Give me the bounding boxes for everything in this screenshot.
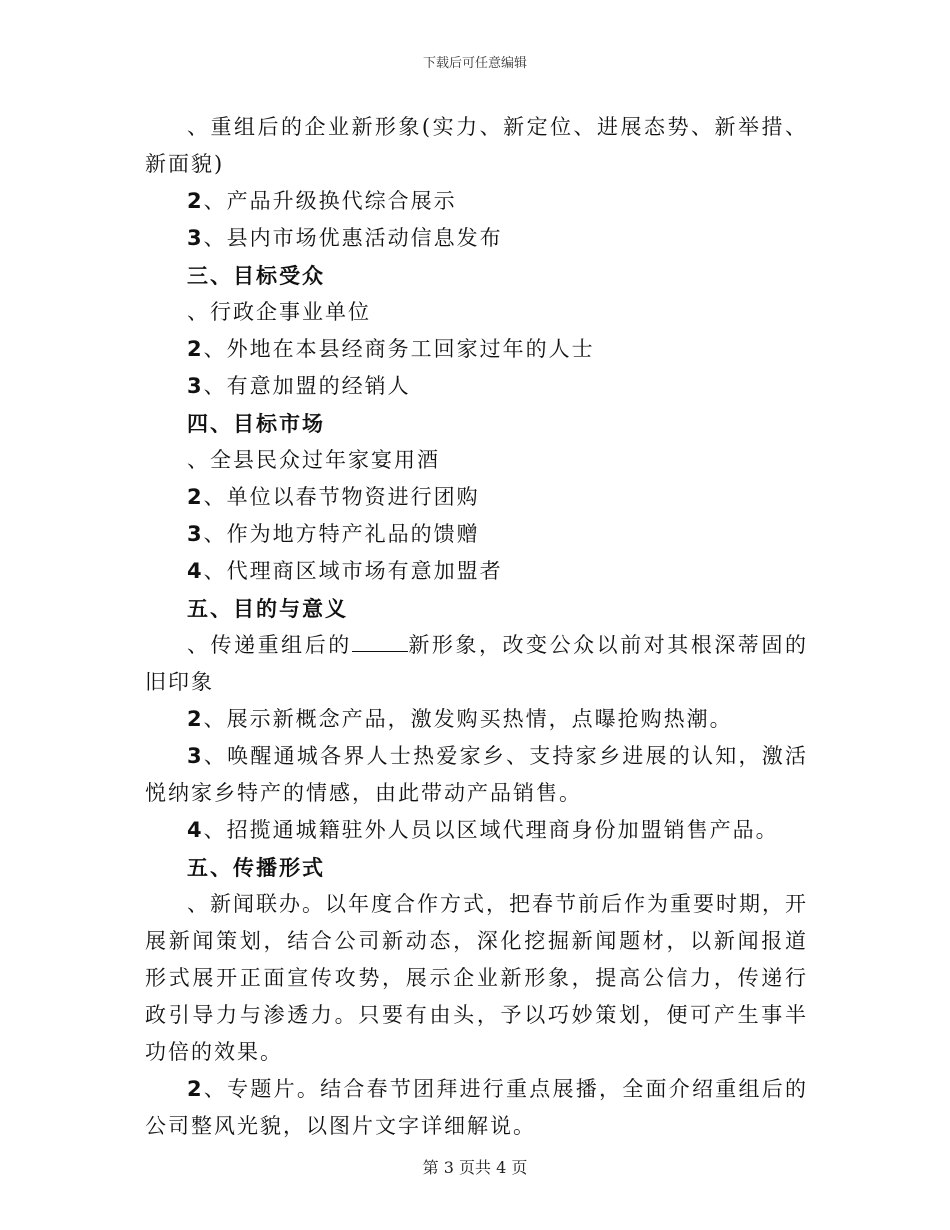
paragraph: [145, 738, 808, 812]
page-header: 下载后可任意编辑: [422, 56, 527, 71]
list-number: 3: [187, 522, 204, 546]
page-footer: 第 3 页共 4 页: [422, 1158, 528, 1177]
paragraph: [145, 627, 808, 701]
document-body: [145, 109, 808, 1145]
section-heading: [145, 590, 808, 627]
list-number: 2: [187, 189, 204, 213]
paragraph: [145, 109, 808, 183]
paragraph: [145, 220, 808, 257]
list-number: 3: [187, 226, 204, 250]
paragraph-text: 、招揽通城籍驻外人员以区域代理商身份加盟销售产品。: [203, 818, 779, 842]
list-number: 4: [187, 559, 204, 583]
paragraph: [145, 553, 808, 590]
paragraph-text: 、行政企事业单位: [187, 300, 371, 324]
section-heading: [145, 257, 808, 294]
paragraph: [145, 886, 808, 1071]
paragraph-text: 、展示新概念产品，激发购买热情，点曝抢购热潮。: [203, 707, 733, 731]
paragraph-text: 、传递重组后的: [187, 633, 352, 657]
paragraph-text: 、作为地方特产礼品的馈赠: [203, 522, 480, 546]
paragraph-text: 、重组后的企业新形象(实力、新定位、进展态势、新举措、新面貌): [145, 115, 808, 176]
paragraph-text: 、外地在本县经商务工回家过年的人士: [203, 337, 595, 361]
paragraph: [145, 294, 808, 331]
list-number: 2: [187, 707, 204, 731]
paragraph: [145, 516, 808, 553]
paragraph-text-continued: 新形象，改变公众以前对其根深蒂固的旧印象: [145, 633, 809, 694]
paragraph-text: 、新闻联办。以年度合作方式，把春节前后作为重要时期，开展新闻策划，结合公司新动态，深化挖掘新闻题材，以新闻报道形式展开正面宣传攻势，展示企业新形象，提高公信力，传递行政引导力与渗透力。只要有由头，予以巧妙策划，便可产生事半功倍的效果。: [145, 892, 808, 1064]
paragraph: [145, 442, 808, 479]
paragraph: [145, 183, 808, 220]
paragraph-text: 、县内市场优惠活动信息发布: [203, 226, 503, 250]
section-heading: [145, 405, 808, 442]
paragraph-text: 、唤醒通城各界人士热爱家乡、支持家乡进展的认知，激活悦纳家乡特产的情感，由此带动产品销售。: [145, 744, 808, 805]
list-number: 2: [187, 1077, 204, 1101]
heading-text: 五、目的与意义: [187, 596, 348, 621]
paragraph: [145, 479, 808, 516]
paragraph-text: 、专题片。结合春节团拜进行重点展播，全面介绍重组后的公司整风光貌，以图片文字详细解说。: [145, 1077, 808, 1138]
paragraph: [145, 368, 808, 405]
paragraph-text: 、代理商区域市场有意加盟者: [203, 559, 503, 583]
fill-in-blank: [352, 631, 408, 652]
list-number: 4: [187, 818, 204, 842]
paragraph: [145, 1071, 808, 1145]
paragraph-text: 、全县民众过年家宴用酒: [187, 448, 440, 472]
paragraph: [145, 812, 808, 849]
list-number: 2: [187, 485, 204, 509]
list-number: 3: [187, 744, 204, 768]
heading-text: 四、目标市场: [187, 411, 325, 436]
section-heading: [145, 849, 808, 886]
paragraph-text: 、产品升级换代综合展示: [203, 189, 457, 213]
heading-text: 五、传播形式: [187, 855, 325, 880]
paragraph: [145, 331, 808, 368]
paragraph-text: 、单位以春节物资进行团购: [203, 485, 480, 509]
paragraph-text: 、有意加盟的经销人: [203, 374, 411, 398]
list-number: 3: [187, 374, 204, 398]
list-number: 2: [187, 337, 204, 361]
heading-text: 三、目标受众: [187, 263, 325, 288]
paragraph: [145, 701, 808, 738]
